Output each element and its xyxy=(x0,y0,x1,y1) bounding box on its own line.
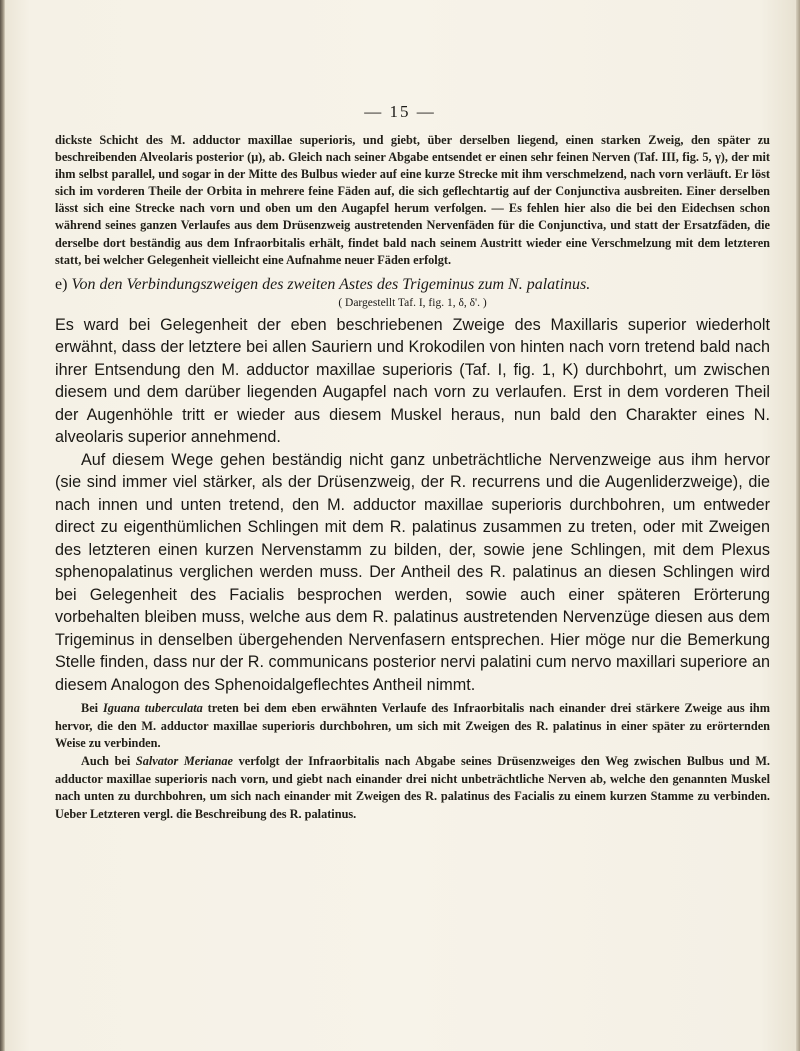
note-text: verfolgt der Infraorbitalis nach Abgabe seines Drüsenzweiges den Weg zwischen Bulbus und M. adductor maxillae superioris nach vorn, und giebt nach einander drei nicht unbeträchtliche Nerven ab, welche den genannten Muskel nach unten zu durchbohren, um sich nach einander mit Zweigen des R. palatinus des Facialis zu einem kurzen Stamme zu verbinden. Ueber Letzteren vergl. die Beschreibung des R. palatinus. xyxy=(55,754,770,821)
page-right-edge xyxy=(796,0,800,1051)
section-heading xyxy=(55,275,770,295)
page-content xyxy=(55,132,770,823)
note-text: treten bei dem eben erwähnten Verlaufe des Infraorbitalis nach einander drei stärkere Zweige aus ihm hervor, die den M. adductor maxillae superioris durchbohren, um sich mit Zweigen des R. palatinus in einer später zu erörternden Weise zu verbinden. xyxy=(55,701,770,751)
note-species: Salvator Merianae xyxy=(135,754,234,769)
note-paragraph xyxy=(55,700,770,753)
section-title: Von den Verbindungszweigen des zweiten Astes des Trigeminus zum N. palatinus. xyxy=(71,275,591,293)
section-reference: ( Dargestellt Taf. I, fig. 1, δ, δ'. ) xyxy=(338,296,487,309)
note-species: Iguana tuberculata xyxy=(102,701,203,716)
binding-edge xyxy=(0,0,5,1051)
main-paragraph: Es ward bei Gelegenheit der eben beschriebenen Zweige des Maxillaris superior wiederholt erwähnt, dass der letztere bei allen Sauriern und Krokodilen von hinten nach vorn tretend bald nach ihrer Entsendung den M. adductor maxillae superioris (Taf. I, fig. 1, K) durchbohrt, um zwischen diesem und dem darüber liegenden Augapfel nach vorn zu verlaufen. Erst in dem vorderen Theil der Augenhöhle tritt er wieder aus diesem Muskel heraus, nun bald den Charakter eines N. alveolaris superior annehmend. xyxy=(55,315,770,447)
note-paragraph xyxy=(55,753,770,823)
notes-block xyxy=(55,700,770,823)
intro-block xyxy=(55,132,770,269)
section-label: e) xyxy=(55,275,68,293)
main-text xyxy=(55,314,770,697)
page-number: — 15 — xyxy=(364,102,436,121)
main-paragraph: Auf diesem Wege gehen beständig nicht ganz unbeträchtliche Nervenzweige aus ihm hervor (sie sind immer viel stärker, als der Drüsenzweig, der R. recurrens und die Augenliderzweige), die nach innen und unten tretend, den M. adductor maxillae superioris durchbohren, um entweder direct zu eigenthümlichen Schlingen mit dem R. palatinus zusammen zu treten, oder mit Zweigen des letzteren einen kurzen Nervenstamm zu bilden, der, sowie jene Schlingen, mit dem Plexus sphenopalatinus verglichen werden muss. Der Antheil des R. palatinus an diesen Schlingen wird bei Gelegenheit des Facialis besprochen werden, sowie auch einer späteren Erörterung vorbehalten bleiben muss, welche aus dem R. palatinus austretenden Nervenzüge diesen aus dem Trigeminus in denselben übergehenden Nervenfasern entsprechen. Hier möge nur die Bemerkung Stelle finden, dass nur der R. communicans posterior nervi palatini cum nervo maxillari superiore an diesem Analogon des Sphenoidalgeflechtes Antheil nimmt. xyxy=(55,450,770,694)
note-prefix: Auch bei xyxy=(81,754,136,769)
note-prefix: Bei xyxy=(81,701,103,716)
intro-paragraph: dickste Schicht des M. adductor maxillae superioris, und giebt, über derselben liegend, einen starken Zweig, den später zu beschreibenden Alveolaris posterior (μ), ab. Gleich nach seiner Abgabe entsendet er einen sehr feinen Nerven (Taf. III, fig. 5, γ), der mit ihm selbst parallel, und sogar in der Mitte des Bulbus wieder auf eine kurze Strecke mit ihm verschmelzend, nach vorn verläuft. Er löst sich im vorderen Theile der Orbita in mehrere feine Fäden auf, die sich geflechtartig auf der Conjunctiva ausbreiten. Einer derselben lässt sich eine Strecke nach vorn und oben um den Augapfel herum verfolgen. — Es fehlen hier also die bei den Eidechsen schon während seines ganzen Verlaufes aus dem Drüsenzweig austretenden Nervenfäden für die Conjunctiva, und statt der Ersatzfäden, die derselbe dort beständig aus dem Infraorbitalis erhält, findet bald nach seinem Austritt wieder eine Verschmelzung mit dem letzteren statt, bei welcher Gelegenheit vielleicht eine Aufnahme neuer Fäden erfolgt. xyxy=(55,133,770,267)
